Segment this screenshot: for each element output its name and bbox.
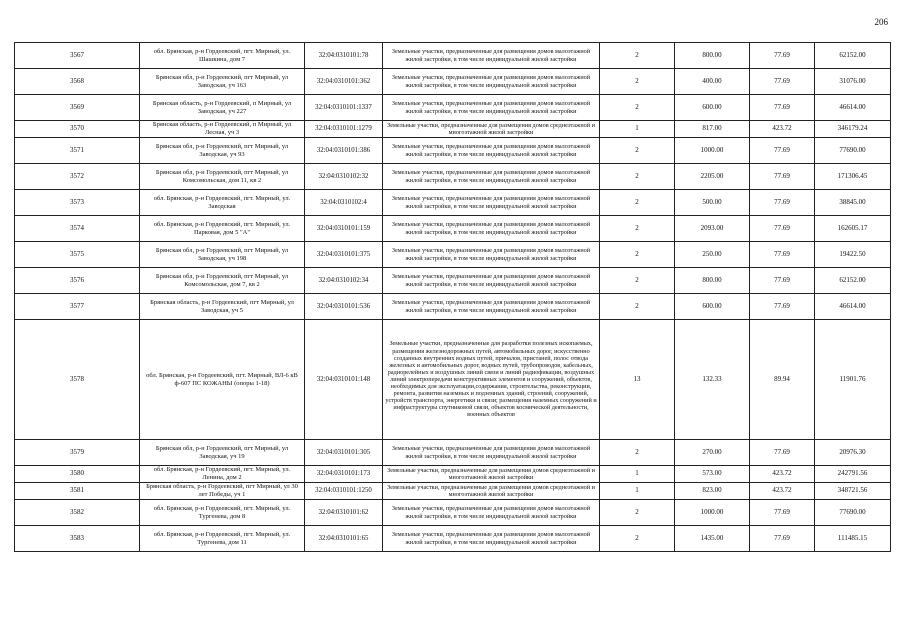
group-code-cell: 2	[600, 216, 675, 242]
cadastral-value-cell: 171306.45	[815, 164, 891, 190]
land-use-purpose-cell: Земельные участки, предназначенные для разработки полезных ископаемых, размещения железнодорожных путей, автомобильных дорог, искусственно созданных внутренних водных путей, причалов, пристаней, полос отвода железных и автомобильных дорог, водных путей, трубопроводов, кабельных, радиорелейных и воздушных линий связи и линий радиофикации, воздушных линий электропередачи конструктивных элементов и сооружений, объектов, необходимых для эксплуатации,содержания, строительства, реконструкции, ремонта, развития наземных и подземных зданий, строений, сооружений, устройств транспорта, энергетики и связи; размещения наземных сооружений и инфраструктуры спутниковой связи, объектов космической деятельности, военных объектов	[383, 320, 600, 440]
land-use-purpose-cell: Земельные участки, предназначенные для размещения домов среднеэтажной и многоэтажной жилой застройки	[383, 483, 600, 500]
group-code-cell: 2	[600, 95, 675, 121]
cadastral-number-cell: 32:04:0310101:62	[305, 500, 383, 526]
area-cell: 1435.00	[675, 526, 750, 552]
group-code-cell: 2	[600, 69, 675, 95]
table-row	[15, 466, 891, 483]
table-row	[15, 526, 891, 552]
land-use-purpose-cell: Земельные участки, предназначенные для размещения домов малоэтажной жилой застройки, в том числе индивидуальной жилой застройки	[383, 500, 600, 526]
table-row	[15, 320, 891, 440]
table-row	[15, 216, 891, 242]
row-number: 3568	[15, 69, 140, 95]
specific-value-cell: 77.69	[750, 242, 815, 268]
group-code-cell: 2	[600, 500, 675, 526]
land-use-purpose-cell: Земельные участки, предназначенные для размещения домов малоэтажной жилой застройки, в том числе индивидуальной жилой застройки	[383, 268, 600, 294]
area-cell: 573.00	[675, 466, 750, 483]
land-use-purpose-cell: Земельные участки, предназначенные для размещения домов малоэтажной жилой застройки, в том числе индивидуальной жилой застройки	[383, 138, 600, 164]
group-code-cell: 2	[600, 440, 675, 466]
cadastral-value-cell: 46614.00	[815, 294, 891, 320]
row-number: 3577	[15, 294, 140, 320]
specific-value-cell: 77.69	[750, 526, 815, 552]
cadastral-number-cell: 32:04:0310101:65	[305, 526, 383, 552]
row-number: 3574	[15, 216, 140, 242]
table-row	[15, 294, 891, 320]
land-use-purpose-cell: Земельные участки, предназначенные для размещения домов малоэтажной жилой застройки, в том числе индивидуальной жилой застройки	[383, 43, 600, 69]
area-cell: 250.00	[675, 242, 750, 268]
group-code-cell: 2	[600, 242, 675, 268]
specific-value-cell: 423.72	[750, 466, 815, 483]
cadastral-number-cell: 32:04:0310102:34	[305, 268, 383, 294]
land-registry-table	[14, 42, 891, 552]
address-cell: Брянская область, р-н Гордеевский, п Мирный, ул Заводская, уч 227	[140, 95, 305, 121]
land-use-purpose-cell: Земельные участки, предназначенные для размещения домов малоэтажной жилой застройки, в том числе индивидуальной жилой застройки	[383, 216, 600, 242]
group-code-cell: 2	[600, 164, 675, 190]
group-code-cell: 1	[600, 483, 675, 500]
address-cell: Брянская область, р-н Гордеевский, пгт Мирный, ул 30 лет Победы, уч 1	[140, 483, 305, 500]
address-cell: обл. Брянская, р-н Гордеевский, пгт. Мирный, ул. Тургенева, дом 11	[140, 526, 305, 552]
table-row	[15, 483, 891, 500]
area-cell: 600.00	[675, 294, 750, 320]
cadastral-number-cell: 32:04:0310101:375	[305, 242, 383, 268]
cadastral-value-cell: 11901.76	[815, 320, 891, 440]
cadastral-number-cell: 32:04:0310102:32	[305, 164, 383, 190]
page-number: 206	[874, 17, 888, 27]
cadastral-number-cell: 32:04:0310101:536	[305, 294, 383, 320]
row-number: 3580	[15, 466, 140, 483]
cadastral-number-cell: 32:04:0310101:1279	[305, 121, 383, 138]
cadastral-value-cell: 162605.17	[815, 216, 891, 242]
table-row	[15, 500, 891, 526]
cadastral-value-cell: 242791.56	[815, 466, 891, 483]
address-cell: Брянская обл, р-н Гордеевский, пгт Мирный, ул Заводская, уч 93	[140, 138, 305, 164]
area-cell: 132.33	[675, 320, 750, 440]
specific-value-cell: 77.69	[750, 190, 815, 216]
group-code-cell: 2	[600, 190, 675, 216]
row-number: 3583	[15, 526, 140, 552]
area-cell: 2093.00	[675, 216, 750, 242]
land-use-purpose-cell: Земельные участки, предназначенные для размещения домов среднеэтажной и многоэтажной жилой застройки	[383, 466, 600, 483]
address-cell: Брянская область, р-н Гордеевский, пгт Мирный, ул Заводская, уч 5	[140, 294, 305, 320]
land-use-purpose-cell: Земельные участки, предназначенные для размещения домов малоэтажной жилой застройки, в том числе индивидуальной жилой застройки	[383, 190, 600, 216]
land-use-purpose-cell: Земельные участки, предназначенные для размещения домов среднеэтажной и многоэтажной жилой застройки	[383, 121, 600, 138]
address-cell: Брянская обл, р-н Гордеевский, пгт Мирный, ул Комсомольская, дом 11, кв 2	[140, 164, 305, 190]
area-cell: 800.00	[675, 43, 750, 69]
group-code-cell: 1	[600, 121, 675, 138]
cadastral-number-cell: 32:04:0310101:78	[305, 43, 383, 69]
area-cell: 270.00	[675, 440, 750, 466]
group-code-cell: 2	[600, 268, 675, 294]
specific-value-cell: 77.69	[750, 268, 815, 294]
row-number: 3571	[15, 138, 140, 164]
group-code-cell: 1	[600, 466, 675, 483]
area-cell: 1000.00	[675, 500, 750, 526]
specific-value-cell: 77.69	[750, 500, 815, 526]
table-row	[15, 268, 891, 294]
specific-value-cell: 77.69	[750, 440, 815, 466]
cadastral-value-cell: 77690.00	[815, 500, 891, 526]
group-code-cell: 13	[600, 320, 675, 440]
cadastral-value-cell: 46614.00	[815, 95, 891, 121]
table-row	[15, 440, 891, 466]
specific-value-cell: 77.69	[750, 294, 815, 320]
area-cell: 600.00	[675, 95, 750, 121]
group-code-cell: 2	[600, 526, 675, 552]
address-cell: обл. Брянская, р-н Гордеевский, пгт. Мирный, ул. Ленина, дом 2	[140, 466, 305, 483]
row-number: 3572	[15, 164, 140, 190]
cadastral-value-cell: 348721.56	[815, 483, 891, 500]
row-number: 3578	[15, 320, 140, 440]
address-cell: Брянская обл, р-н Гордеевский, пгт Мирный, ул Заводская, уч 163	[140, 69, 305, 95]
area-cell: 817.00	[675, 121, 750, 138]
area-cell: 1000.00	[675, 138, 750, 164]
table-row	[15, 190, 891, 216]
address-cell: обл. Брянская, р-н Гордеевский, пгт. Мирный, ул. Тургенева, дом 8	[140, 500, 305, 526]
specific-value-cell: 77.69	[750, 69, 815, 95]
cadastral-value-cell: 20976.30	[815, 440, 891, 466]
address-cell: Брянская обл, р-н Гордеевский, пгт Мирный, ул Заводская, уч 19	[140, 440, 305, 466]
specific-value-cell: 89.94	[750, 320, 815, 440]
address-cell: обл. Брянская, р-н Гордеевский, пгт. Мирный, ул. Шашкина, дом 7	[140, 43, 305, 69]
land-use-purpose-cell: Земельные участки, предназначенные для размещения домов малоэтажной жилой застройки, в том числе индивидуальной жилой застройки	[383, 164, 600, 190]
address-cell: обл. Брянская, р-н Гордеевский, пгт. Мирный, ВЛ-6 кВ ф-607 ПС КОЖАНЫ (опоры 1-18)	[140, 320, 305, 440]
cadastral-value-cell: 62152.00	[815, 43, 891, 69]
row-number: 3573	[15, 190, 140, 216]
table-row	[15, 242, 891, 268]
address-cell: обл. Брянская, р-н Гордеевский, пгт. Мирный, ул. Заводская	[140, 190, 305, 216]
cadastral-number-cell: 32:04:0310101:173	[305, 466, 383, 483]
table-row	[15, 95, 891, 121]
cadastral-number-cell: 32:04:0310101:159	[305, 216, 383, 242]
address-cell: Брянская обл, р-н Гордеевский, пгт Мирный, ул Комсомольская, дом 7, кв 2	[140, 268, 305, 294]
land-use-purpose-cell: Земельные участки, предназначенные для размещения домов малоэтажной жилой застройки, в том числе индивидуальной жилой застройки	[383, 69, 600, 95]
cadastral-value-cell: 346179.24	[815, 121, 891, 138]
table-row	[15, 69, 891, 95]
specific-value-cell: 423.72	[750, 483, 815, 500]
row-number: 3575	[15, 242, 140, 268]
group-code-cell: 2	[600, 294, 675, 320]
cadastral-number-cell: 32:04:0310102:4	[305, 190, 383, 216]
area-cell: 823.00	[675, 483, 750, 500]
cadastral-value-cell: 38845.00	[815, 190, 891, 216]
address-cell: Брянская обл, р-н Гордеевский, пгт Мирный, ул Заводская, уч 198	[140, 242, 305, 268]
row-number: 3570	[15, 121, 140, 138]
cadastral-value-cell: 111485.15	[815, 526, 891, 552]
specific-value-cell: 77.69	[750, 43, 815, 69]
specific-value-cell: 423.72	[750, 121, 815, 138]
cadastral-number-cell: 32:04:0310101:386	[305, 138, 383, 164]
group-code-cell: 2	[600, 138, 675, 164]
cadastral-number-cell: 32:04:0310101:362	[305, 69, 383, 95]
cadastral-number-cell: 32:04:0310101:1250	[305, 483, 383, 500]
table-row	[15, 121, 891, 138]
land-use-purpose-cell: Земельные участки, предназначенные для размещения домов малоэтажной жилой застройки, в том числе индивидуальной жилой застройки	[383, 95, 600, 121]
land-use-purpose-cell: Земельные участки, предназначенные для размещения домов малоэтажной жилой застройки, в том числе индивидуальной жилой застройки	[383, 526, 600, 552]
row-number: 3581	[15, 483, 140, 500]
area-cell: 2205.00	[675, 164, 750, 190]
cadastral-number-cell: 32:04:0310101:1337	[305, 95, 383, 121]
group-code-cell: 2	[600, 43, 675, 69]
specific-value-cell: 77.69	[750, 216, 815, 242]
specific-value-cell: 77.69	[750, 95, 815, 121]
row-number: 3569	[15, 95, 140, 121]
cadastral-value-cell: 31076.00	[815, 69, 891, 95]
table-row	[15, 138, 891, 164]
cadastral-value-cell: 19422.50	[815, 242, 891, 268]
address-cell: Брянская область, р-н Гордеевский, п Мирный, ул Лесная, уч 3	[140, 121, 305, 138]
area-cell: 500.00	[675, 190, 750, 216]
row-number: 3567	[15, 43, 140, 69]
row-number: 3576	[15, 268, 140, 294]
cadastral-value-cell: 77690.00	[815, 138, 891, 164]
land-use-purpose-cell: Земельные участки, предназначенные для размещения домов малоэтажной жилой застройки, в том числе индивидуальной жилой застройки	[383, 242, 600, 268]
area-cell: 400.00	[675, 69, 750, 95]
cadastral-number-cell: 32:04:0310101:305	[305, 440, 383, 466]
cadastral-value-cell: 62152.00	[815, 268, 891, 294]
land-use-purpose-cell: Земельные участки, предназначенные для размещения домов малоэтажной жилой застройки, в том числе индивидуальной жилой застройки	[383, 440, 600, 466]
land-use-purpose-cell: Земельные участки, предназначенные для размещения домов малоэтажной жилой застройки, в том числе индивидуальной жилой застройки	[383, 294, 600, 320]
row-number: 3582	[15, 500, 140, 526]
address-cell: обл. Брянская, р-н Гордеевский, пгт. Мирный, ул. Парковая, дом 5 "А"	[140, 216, 305, 242]
table-row	[15, 164, 891, 190]
cadastral-number-cell: 32:04:0310101:148	[305, 320, 383, 440]
specific-value-cell: 77.69	[750, 138, 815, 164]
table-row	[15, 43, 891, 69]
area-cell: 800.00	[675, 268, 750, 294]
row-number: 3579	[15, 440, 140, 466]
specific-value-cell: 77.69	[750, 164, 815, 190]
